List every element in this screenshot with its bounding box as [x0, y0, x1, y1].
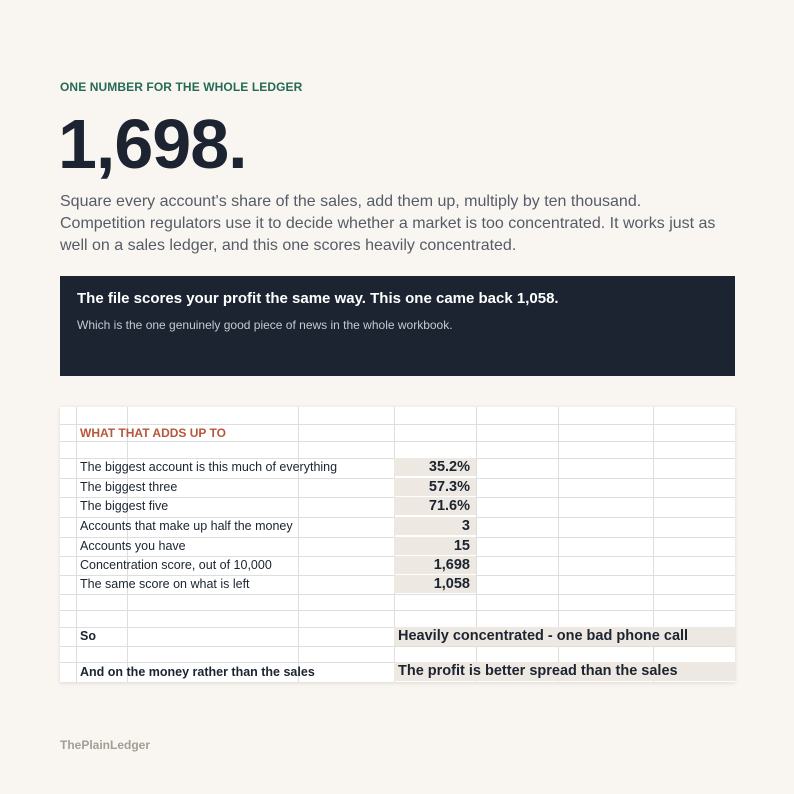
row-label-half-money[interactable]: Accounts that make up half the money: [80, 519, 293, 533]
callout-panel: [60, 276, 735, 376]
verdict-label-so[interactable]: So: [80, 629, 96, 643]
value-biggest-five[interactable]: 71.6%: [394, 497, 476, 515]
value-concentration-score[interactable]: 1,698: [394, 556, 476, 574]
value-half-money[interactable]: 3: [394, 517, 476, 535]
row-label-biggest-account[interactable]: The biggest account is this much of everything: [80, 460, 338, 474]
callout-title: The file scores your profit the same way. This one came back 1,058.: [77, 290, 559, 307]
verdict-value-profit[interactable]: The profit is better spread than the sales: [394, 662, 735, 681]
eyebrow-label: ONE NUMBER FOR THE WHOLE LEDGER: [60, 80, 303, 94]
value-biggest-account[interactable]: 35.2%: [394, 458, 476, 476]
value-remaining-score[interactable]: 1,058: [394, 575, 476, 593]
value-biggest-three[interactable]: 57.3%: [394, 478, 476, 496]
row-label-concentration-score[interactable]: Concentration score, out of 10,000: [80, 558, 272, 572]
row-label-accounts-count[interactable]: Accounts you have: [80, 539, 186, 553]
sheet-heading: WHAT THAT ADDS UP TO: [80, 426, 226, 440]
spreadsheet: [60, 407, 735, 682]
lede-paragraph: Square every account's share of the sales, add them up, multiply by ten thousand. Competition regulators use it to decide whether a market is too concentrated. It works just as well on a sales ledger, and this one scores heavily concentrated.: [60, 193, 716, 254]
verdict-value-sales[interactable]: Heavily concentrated - one bad phone call: [394, 627, 735, 646]
headline-number: 1,698.: [58, 105, 247, 183]
row-label-remaining-score[interactable]: The same score on what is left: [80, 577, 250, 591]
value-accounts-count[interactable]: 15: [394, 537, 476, 555]
callout-subtitle: Which is the one genuinely good piece of news in the whole workbook.: [77, 318, 453, 332]
row-label-biggest-five[interactable]: The biggest five: [80, 499, 169, 513]
row-label-biggest-three[interactable]: The biggest three: [80, 480, 178, 494]
verdict-label-money[interactable]: And on the money rather than the sales: [80, 665, 315, 679]
footer-brand: ThePlainLedger: [60, 738, 151, 752]
